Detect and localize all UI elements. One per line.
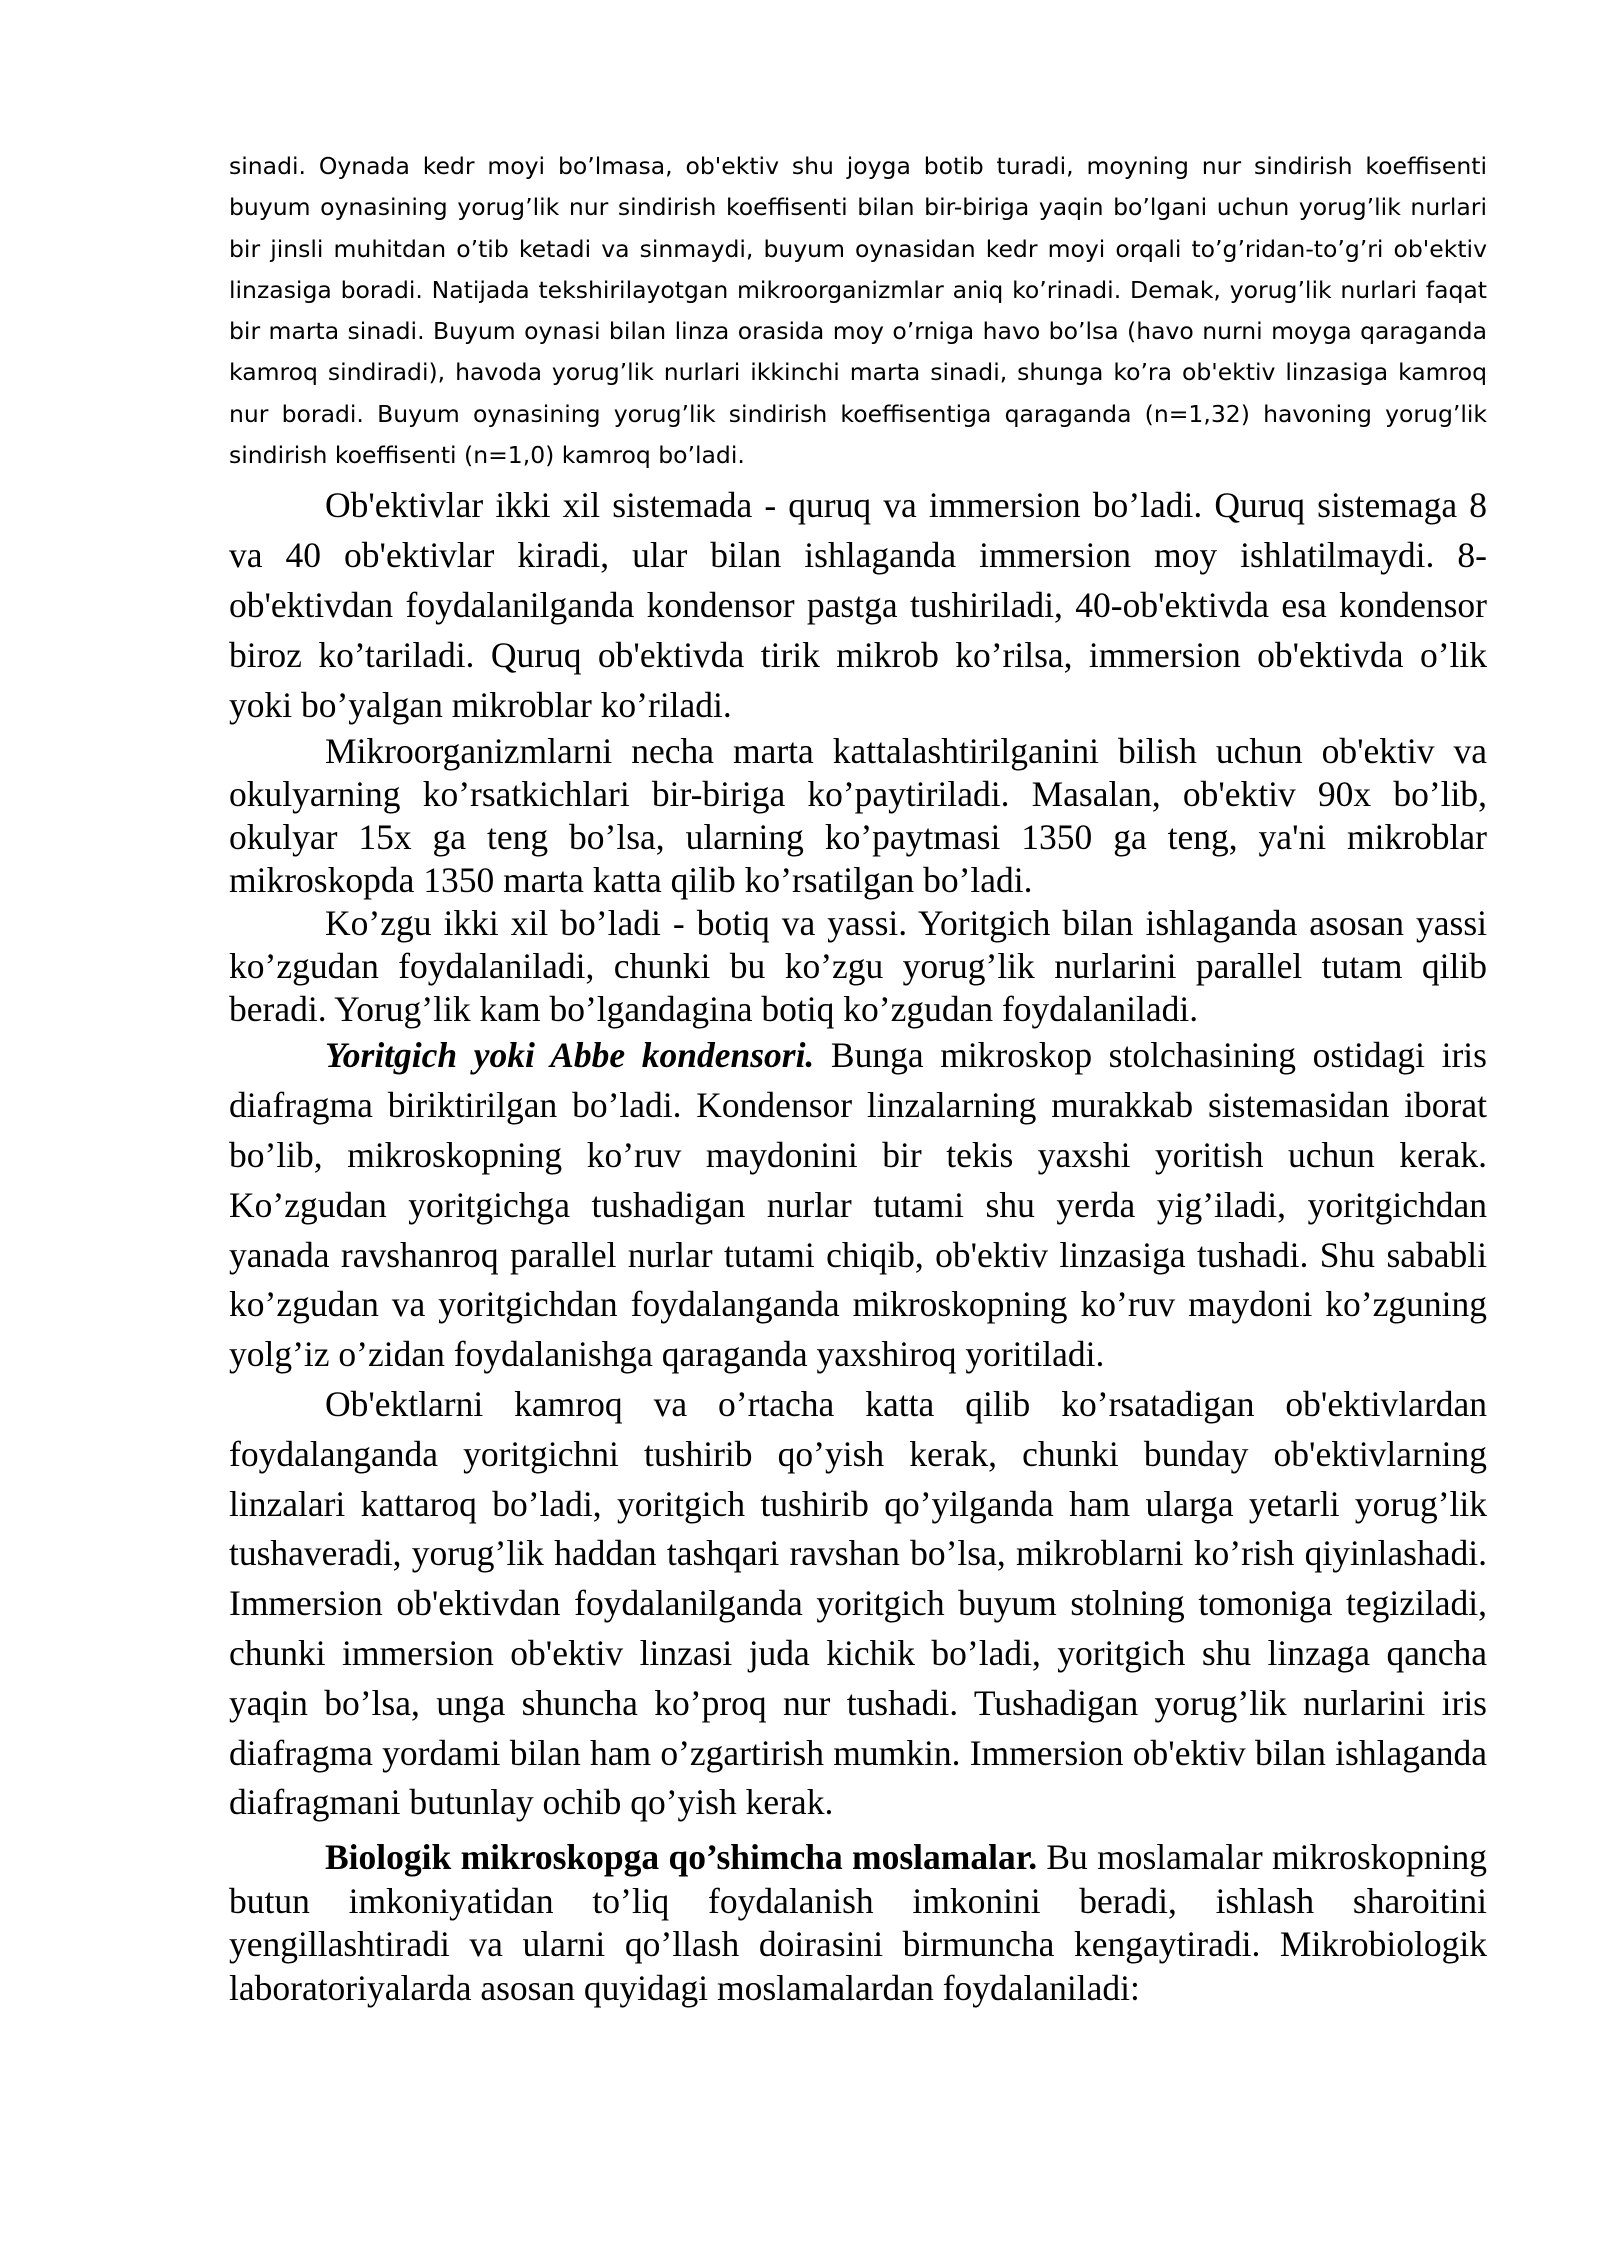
paragraph-text: Ko’zgu ikki xil bo’ladi - botiq va yassi. Yoritgich bilan ishlaganda asosan yassi ko’zgudan foydalaniladi, chunki bu ko’zgu yorug’lik nurlarini parallel tutam qilib beradi. Yorug’lik kam bo’lgandagina botiq ko’zgudan foydalaniladi. [229,903,1487,1030]
paragraph-text: sinadi. Oynada kedr moyi bo’lmasa, ob'ektiv shu joyga botib turadi, moyning nur sindirish koeffisenti buyum oynasining yorug’lik nur sindirish koeffisenti bilan bir-biriga yaqin bo’lgani uchun yorug’lik nurlari bir jinsli muhitdan o’tib ketadi va sinmaydi, buyum oynasidan kedr moyi orqali to’g’ridan-to’g’ri ob'ektiv linzasiga boradi. Natijada tekshirilayotgan mikroorganizmlar aniq ko’rinadi. Demak, yorug’lik nurlari faqat bir marta sinadi. Buyum oynasi bilan linza orasida moy o’rniga havo bo’lsa (havo nurni moyga qaraganda kamroq sindiradi), havoda yorug’lik nurlari ikkinchi marta sinadi, shunga ko’ra ob'ektiv linzasiga kamroq nur boradi. Buyum oynasining yorug’lik sindirish koeffisentiga qaraganda (n=1,32) havoning yorug’lik sindirish koeffisenti (n=1,0) kamroq bo’ladi. [229,152,1487,470]
paragraph-immersion-oil [229,146,1487,476]
paragraph-text: Ob'ektlarni kamroq va o’rtacha katta qilib ko’rsatadigan ob'ektivlardan foydalanganda yoritgichni tushirib qo’yish kerak, chunki bunday ob'ektivlarning linzalari kattaroq bo’ladi, yoritgich tushirib qo’yilganda ham ularga yetarli yorug’lik tushaveradi, yorug’lik haddan tashqari ravshan bo’lsa, mikroblarni ko’rish qiyinlashadi. Immersion ob'ektivdan foydalanilganda yoritgich buyum stolning tomoniga tegiziladi, chunki immersion ob'ektiv linzasi juda kichik bo’ladi, yoritgich shu linzaga qancha yaqin bo’lsa, unga shuncha ko’proq nur tushadi. Tushadigan yorug’lik nurlarini iris diafragma yordami bilan ham o’zgartirish mumkin. Immersion ob'ektiv bilan ishlaganda diafragmani butunlay ochib qo’yish kerak. [229,1383,1487,1823]
paragraph-mirror [229,902,1487,1031]
paragraph-text: Ob'ektivlar ikki xil sistemada - quruq va immersion bo’ladi. Quruq sistemaga 8 va 40 ob'ektivlar kiradi, ular bilan ishlaganda immersion moy ishlatilmaydi. 8-ob'ektivdan foydalanilganda kondensor pastga tushiriladi, 40-ob'ektivda esa kondensor biroz ko’tariladi. Quruq ob'ektivda tirik mikrob ko’rilsa, immersion ob'ektivda o’lik yoki bo’yalgan mikroblar ko’riladi. [229,485,1487,726]
section-heading-abbe-condenser: Yoritgich yoki Abbe kondensori. [325,1035,815,1076]
paragraph-magnification [229,730,1487,902]
paragraph-objective-systems [229,480,1487,730]
paragraph-text: Mikroorganizmlarni necha marta kattalashtirilganini bilish uchun ob'ektiv va okulyarning ko’rsatkichlari bir-biriga ko’paytiriladi. Masalan, ob'ektiv 90x bo’lib, okulyar 15x ga teng bo’lsa, ularning ko’paytmasi 1350 ga teng, ya'ni mikroblar mikroskopda 1350 marta katta qilib ko’rsatilgan bo’ladi. [229,731,1487,901]
paragraph-condenser-usage [229,1380,1487,1828]
paragraph-text: Bunga mikroskop stolchasining ostidagi iris diafragma biriktirilgan bo’ladi. Kondensor linzalarning murakkab sistemasidan iborat bo’lib, mikroskopning ko’ruv maydonini bir tekis yaxshi yoritish uchun kerak. Ko’zgudan yoritgichga tushadigan nurlar tutami shu yerda yig’iladi, yoritgichdan yanada ravshanroq parallel nurlar tutami chiqib, ob'ektiv linzasiga tushadi. Shu sababli ko’zgudan va yoritgichdan foydalanganda mikroskopning ko’ruv maydoni ko’zguning yolg’iz o’zidan foydalanishga qaraganda yaxshiroq yoritiladi. [229,1035,1487,1375]
paragraph-text: Bu moslamalar mikroskopning butun imkoniyatidan to’liq foydalanish imkonini beradi, ishlash sharoitini yengillashtiradi va ularni qo’llash doirasini birmuncha kengaytiradi. Mikrobiologik laboratoriyalarda asosan quyidagi moslamalardan foydalaniladi: [229,1837,1488,2008]
document-page [229,146,1487,2010]
paragraph-abbe-condenser [229,1031,1487,1380]
section-heading-additional-devices: Biologik mikroskopga qo’shimcha moslamalar. [325,1837,1038,1878]
paragraph-additional-devices [229,1836,1487,2010]
